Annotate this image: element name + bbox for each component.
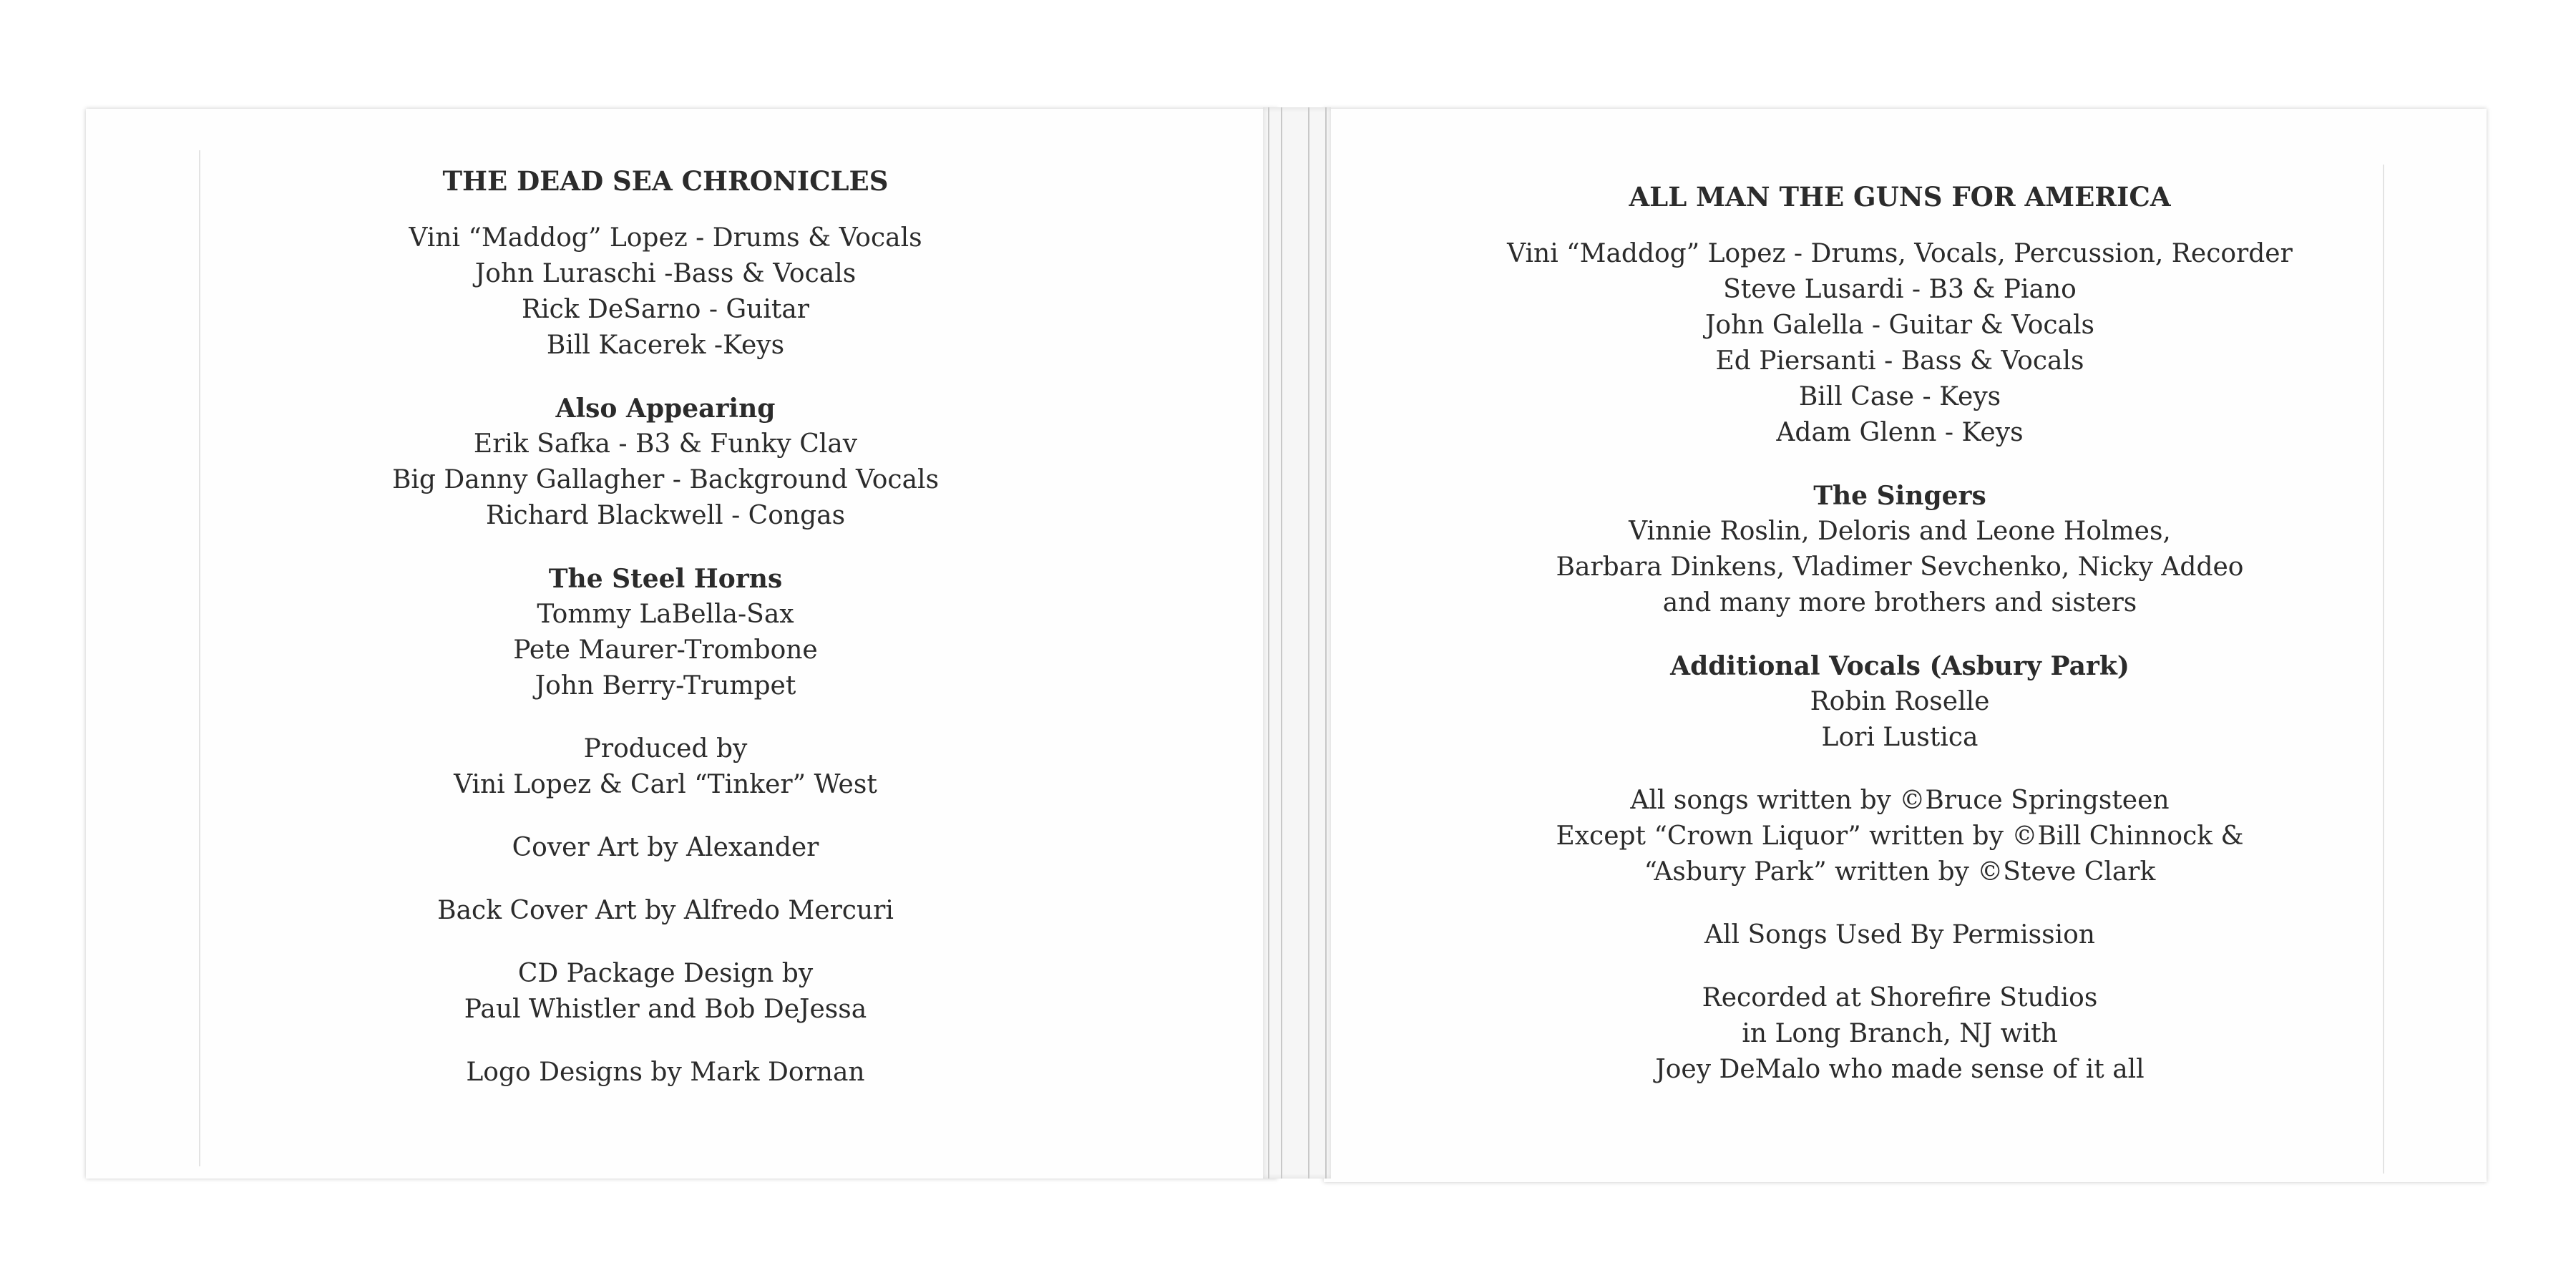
credit-line: Rick DeSarno - Guitar	[521, 295, 810, 324]
credit-line: Adam Glenn - Keys	[1776, 418, 2024, 447]
credit-line: Big Danny Gallagher - Background Vocals	[391, 465, 940, 494]
credit-line: “Asbury Park” written by ©Steve Clark	[1644, 857, 2156, 887]
credit-line: Vini Lopez & Carl “Tinker” West	[454, 770, 877, 799]
logo-design-credit: Logo Designs by Mark Dornan	[466, 1058, 865, 1087]
credit-line: Barbara Dinkens, Vladimer Sevchenko, Nicky Addeo	[1556, 552, 2244, 582]
band-lineup	[193, 220, 1138, 364]
booklet-spine	[1263, 107, 1331, 1179]
songwriting-credit	[1410, 783, 2390, 890]
credit-line: CD Package Design by	[517, 959, 814, 988]
producer-credit	[193, 731, 1138, 803]
credit-line: John Galella - Guitar & Vocals	[1704, 311, 2094, 340]
credit-line: Produced by	[583, 734, 748, 763]
credit-line: Except “Crown Liquor” written by ©Bill Chinnock &	[1556, 821, 2244, 851]
spine-edge-line	[1325, 107, 1327, 1179]
spine-edge-line	[1268, 107, 1269, 1179]
spine-edge-line	[1281, 107, 1282, 1179]
credit-line: Richard Blackwell - Congas	[485, 501, 846, 530]
steel-horns-section	[193, 561, 1138, 704]
credit-line: Lori Lustica	[1821, 723, 1979, 752]
band-lineup	[1410, 236, 2390, 451]
right-page-credits	[1410, 179, 2390, 1088]
credit-line: Recorded at Shorefire Studios	[1702, 983, 2098, 1013]
credit-line: and many more brothers and sisters	[1662, 588, 2137, 618]
credit-line: in Long Branch, NJ with	[1742, 1019, 2058, 1048]
permission-note: All Songs Used By Permission	[1704, 920, 2095, 950]
credit-line: Paul Whistler and Bob DeJessa	[464, 995, 867, 1024]
additional-vocals-section	[1410, 648, 2390, 756]
credit-line: Robin Roselle	[1810, 687, 1990, 716]
album-title: THE DEAD SEA CHRONICLES	[442, 165, 889, 197]
package-design-credit	[193, 956, 1138, 1028]
credit-line: Tommy LaBella-Sax	[537, 600, 794, 629]
album-title: ALL MAN THE GUNS FOR AMERICA	[1629, 181, 2171, 213]
credit-line: John Luraschi -Bass & Vocals	[474, 259, 857, 288]
singers-section	[1410, 478, 2390, 621]
credit-line: Vini “Maddog” Lopez - Drums, Vocals, Percussion, Recorder	[1507, 239, 2293, 268]
credit-line: Bill Kacerek -Keys	[546, 331, 785, 360]
credit-line: Erik Safka - B3 & Funky Clav	[473, 429, 858, 459]
credit-line: John Berry-Trumpet	[535, 671, 796, 701]
credit-line: Vinnie Roslin, Deloris and Leone Holmes,	[1629, 517, 2171, 546]
also-appearing-section	[193, 391, 1138, 534]
back-cover-art-credit: Back Cover Art by Alfredo Mercuri	[437, 896, 894, 925]
credit-line: Steve Lusardi - B3 & Piano	[1723, 275, 2077, 304]
recording-credit	[1410, 980, 2390, 1088]
section-heading: The Singers	[1813, 481, 1986, 511]
credit-line: Ed Piersanti - Bass & Vocals	[1715, 346, 2084, 376]
left-page-credits	[193, 163, 1138, 1091]
spine-edge-line	[1308, 107, 1309, 1179]
cover-art-credit: Cover Art by Alexander	[512, 833, 819, 862]
section-heading: The Steel Horns	[548, 564, 783, 594]
credit-line: Joey DeMalo who made sense of it all	[1655, 1055, 2145, 1084]
credit-line: Vini “Maddog” Lopez - Drums & Vocals	[409, 223, 922, 253]
credit-line: Pete Maurer-Trombone	[513, 635, 818, 665]
section-heading: Also Appearing	[555, 394, 776, 424]
section-heading: Additional Vocals (Asbury Park)	[1670, 651, 2129, 681]
credit-line: All songs written by ©Bruce Springsteen	[1630, 786, 2170, 815]
credit-line: Bill Case - Keys	[1798, 382, 2001, 411]
